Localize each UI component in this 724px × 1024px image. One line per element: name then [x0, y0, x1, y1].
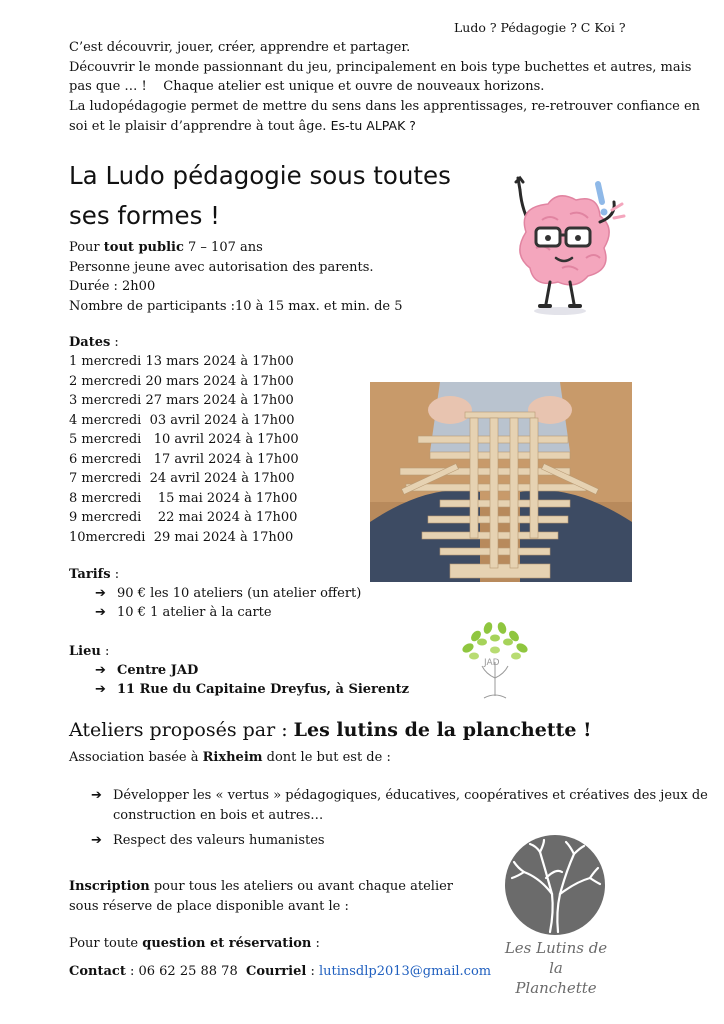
- audience-line: [69, 238, 403, 258]
- duration-line: Durée : 2h00: [69, 279, 156, 294]
- dates-section: [69, 333, 119, 353]
- right-arrow-icon: ➔: [91, 788, 102, 803]
- goal-item: [91, 786, 708, 825]
- intro-paragraph: [69, 38, 700, 137]
- contact-line: [69, 962, 491, 982]
- email-sep: :: [306, 964, 319, 979]
- date-item: 9 mercredi 22 mai 2024 à 17h00: [69, 510, 298, 525]
- date-item: 5 mercredi 10 avril 2024 à 17h00: [69, 432, 299, 447]
- jad-logo-text: JAD: [484, 658, 500, 668]
- email-link[interactable]: lutinsdlp2013@gmail.com: [318, 964, 492, 979]
- association-line: [69, 748, 391, 768]
- lieu-item: [95, 661, 198, 681]
- tarifs-section: [69, 565, 119, 585]
- lutins-tree-logo: [500, 832, 610, 942]
- intro-text: soi et le plaisir d’apprendre à tout âge.: [69, 119, 331, 134]
- date-item: 4 mercredi 03 avril 2024 à 17h00: [69, 412, 295, 428]
- contact-label: Contact: [69, 964, 126, 979]
- right-arrow-icon: ➔: [95, 682, 106, 697]
- page-title: [69, 156, 451, 236]
- right-arrow-icon: ➔: [95, 586, 106, 601]
- participants-line: Nombre de participants :10 à 15 max. et min. de 5: [69, 298, 403, 314]
- right-arrow-icon: ➔: [95, 663, 106, 678]
- lutins-logo-text: [496, 938, 616, 998]
- lieu-heading-label: Lieu: [69, 644, 101, 659]
- inscription-bold: Inscription: [69, 879, 150, 894]
- question-text: Pour toute: [69, 936, 143, 951]
- lieu-heading: [69, 642, 109, 662]
- goal-text: Respect des valeurs humanistes: [113, 833, 325, 848]
- date-item: 1 mercredi 13 mars 2024 à 17h00: [69, 354, 294, 369]
- ateliers-heading: [69, 719, 591, 741]
- tarifs-heading: [69, 565, 119, 585]
- date-item: 8 mercredi 15 mai 2024 à 17h00: [69, 490, 298, 506]
- tarif-item: [95, 584, 361, 604]
- date-item: 6 mercredi 17 avril 2024 à 17h00: [69, 451, 299, 467]
- goal-text: Développer les « vertus » pédagogiques, éducatives, coopératives et créatives des jeux de: [113, 788, 708, 803]
- date-item: 7 mercredi 24 avril 2024 à 17h00: [69, 471, 295, 486]
- goal-item: [91, 831, 325, 851]
- inscription-line: [69, 877, 453, 897]
- intro-line: C’est découvrir, jouer, créer, apprendre et partager.: [69, 40, 411, 55]
- lutins-line: Les Lutins de la: [504, 939, 608, 977]
- audience-bold: tout public: [103, 240, 184, 255]
- tarif-text: 10 € 1 atelier à la carte: [117, 605, 272, 620]
- question-bold: question et réservation: [142, 936, 312, 951]
- lieu-section: [69, 642, 109, 662]
- title-line: La Ludo pédagogie sous toutes: [69, 161, 451, 190]
- right-arrow-icon: ➔: [91, 833, 102, 848]
- alpak-question: Es-tu ALPAK ?: [330, 118, 416, 133]
- dates-heading: [69, 333, 119, 353]
- inscription-line: sous réserve de place disponible avant le :: [69, 898, 349, 914]
- intro-line: Découvrir le monde passionnant du jeu, principalement en bois type buchettes et autres, mais: [69, 59, 692, 75]
- tarifs-heading-colon: :: [110, 567, 120, 582]
- info-text: Pour: [69, 240, 104, 255]
- email-label: Courriel: [245, 964, 307, 979]
- date-item: 2 mercredi 20 mars 2024 à 17h00: [69, 373, 294, 389]
- dates-heading-label: Dates: [69, 335, 111, 350]
- lieu-text: Centre JAD: [117, 663, 199, 678]
- date-item: 10mercredi 29 mai 2024 à 17h00: [69, 529, 294, 545]
- inscription-text: pour tous les ateliers ou avant chaque atelier: [149, 879, 454, 894]
- info-text: 7 – 107 ans: [183, 240, 263, 255]
- ateliers-prefix: Ateliers proposés par :: [69, 719, 294, 741]
- lieu-item: [95, 680, 409, 700]
- contact-phone[interactable]: : 06 62 25 88 78: [125, 964, 246, 979]
- lieu-heading-colon: :: [100, 644, 110, 659]
- lutins-line: Planchette: [515, 979, 597, 997]
- minor-line: Personne jeune avec autorisation des parents.: [69, 259, 374, 275]
- ateliers-name: Les lutins de la planchette !: [293, 719, 592, 741]
- tarif-item: [95, 603, 272, 623]
- dates-list: [69, 352, 299, 547]
- brain-mascot-icon: [500, 172, 630, 320]
- intro-line: [69, 116, 700, 137]
- question-line: [69, 934, 320, 954]
- wooden-tower-photo: [370, 382, 632, 582]
- assoc-text: Association basée à: [69, 750, 203, 765]
- dates-heading-colon: :: [110, 335, 119, 350]
- intro-line: pas que … ! Chaque atelier est unique et ouvre de nouveaux horizons.: [69, 79, 545, 94]
- tarif-text: 90 € les 10 ateliers (un atelier offert): [117, 586, 362, 601]
- date-item: 3 mercredi 27 mars 2024 à 17h00: [69, 393, 294, 408]
- question-text: :: [311, 936, 320, 951]
- title-line: ses formes !: [69, 201, 220, 230]
- jad-tree-logo: [454, 618, 536, 702]
- right-arrow-icon: ➔: [95, 605, 106, 620]
- assoc-city: Rixheim: [202, 750, 263, 765]
- goal-text: construction en bois et autres…: [113, 807, 324, 823]
- assoc-text: dont le but est de :: [262, 750, 391, 765]
- inscription-block: [69, 877, 453, 916]
- lieu-text: 11 Rue du Capitaine Dreyfus, à Sierentz: [117, 682, 410, 697]
- header-title: Ludo ? Pédagogie ? C Koi ?: [454, 20, 626, 35]
- tarifs-heading-label: Tarifs: [69, 567, 111, 582]
- info-block: [69, 238, 403, 316]
- intro-line: La ludopédagogie permet de mettre du sens dans les apprentissages, re-retrouver confiance en: [69, 98, 701, 114]
